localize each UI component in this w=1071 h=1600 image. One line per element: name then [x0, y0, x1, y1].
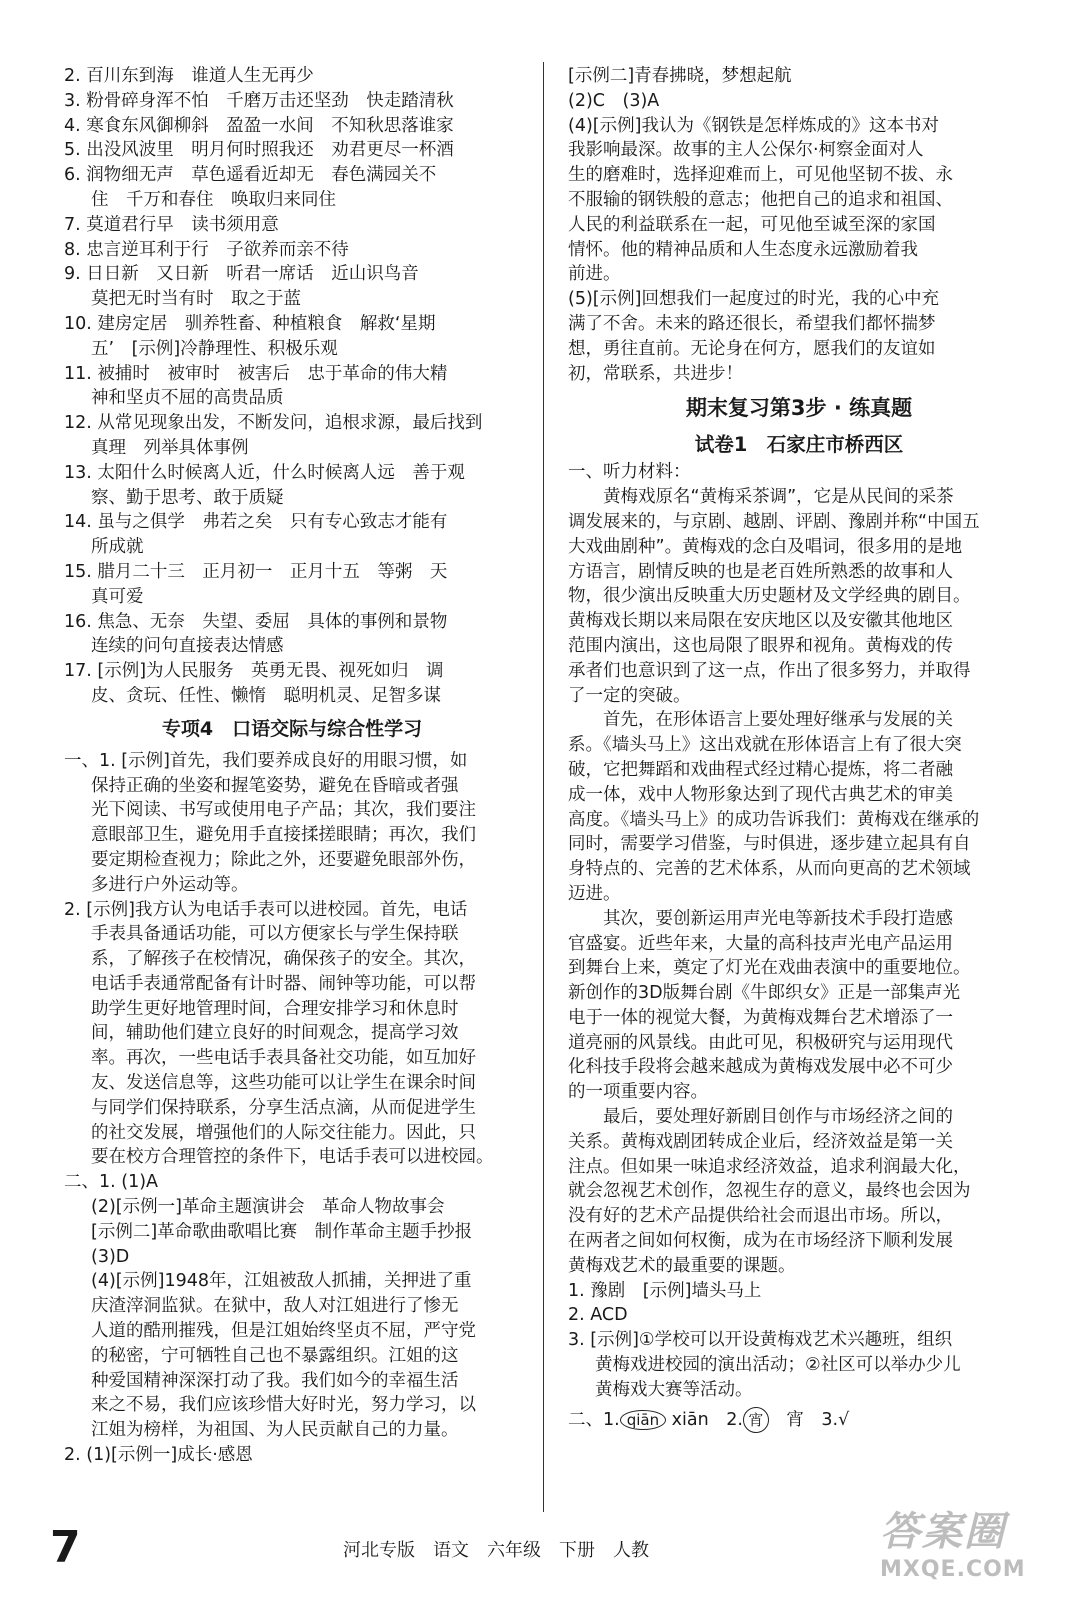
answer-line: (5)[示例]回想我们一起度过的时光，我的心中充 — [568, 289, 939, 310]
section-heading: 期末复习第3步 · 练真题 — [685, 396, 913, 421]
answer-line: 江姐为榜样，为祖国、为人民贡献自己的力量。 — [91, 1420, 459, 1441]
answer-line: 二、1. (1)A — [64, 1172, 159, 1193]
watermark-url: MXQE.COM — [880, 1557, 1026, 1582]
paragraph-start-line: 首先，在形体语言上要处理好继承与发展的关 — [603, 710, 953, 731]
answer-line: (2)C (3)A — [568, 90, 660, 111]
answer-line: 17. [示例]为人民服务 英勇无畏、视死如归 调 — [64, 661, 444, 682]
answer-line: (3)D — [91, 1246, 130, 1267]
answer-line: 道亮丽的风景线。由此可见，积极研究与运用现代 — [568, 1032, 953, 1053]
answer-line: 8. 忠言逆耳利于行 子欲养而亲不待 — [64, 239, 349, 260]
answer-line: 前进。 — [568, 264, 621, 285]
answer-line: 范围内演出，这也局限了眼界和视角。黄梅戏的传 — [568, 635, 953, 656]
paragraph-start-line: 其次，要创新运用声光电等新技术手段打造感 — [603, 908, 953, 929]
answer-line: 不服输的钢铁般的意志；他把自己的追求和祖国、 — [568, 189, 953, 210]
answer-line: [示例二]革命歌曲歌唱比赛 制作革命主题手抄报 — [91, 1221, 473, 1242]
answer-line: 承者们也意识到了这一点，作出了很多努力，并取得 — [568, 660, 971, 681]
answer-line: 真理 列举具体事例 — [91, 437, 249, 458]
answer-line: 真可爱 — [91, 586, 144, 607]
answer-line: 多进行户外运动等。 — [91, 874, 249, 895]
answer-line: 电话手表通常配备有计时器、闹钟等功能，可以帮 — [91, 973, 476, 994]
answer-line: 方语言，剧情反映的也是老百姓所熟悉的故事和人 — [568, 561, 953, 582]
footer-book-info: 河北专版 语文 六年级 下册 人教 — [343, 1540, 649, 1561]
answer-line: 系。《墙头马上》这出戏就在形体语言上有了很大突 — [568, 735, 962, 756]
check-mark: √ — [838, 1409, 850, 1430]
answer-line: 黄梅戏长期以来局限在安庆地区以及安徽其他地区 — [568, 611, 953, 632]
answer-line: 要定期检查视力；除此之外，还要避免眼部外伤， — [91, 849, 476, 870]
answer-line: 化科技手段将会越来越成为黄梅戏发展中必不可少 — [568, 1057, 953, 1078]
answer-line: 成一体，戏中人物形象达到了现代古典艺术的审美 — [568, 784, 953, 805]
answer-line: 2. 百川东到海 谁道人生无再少 — [64, 66, 314, 86]
answer-line: 6. 润物细无声 草色遥看近却无 春色满园关不 — [64, 165, 437, 186]
answer-line: 种爱国精神深深打动了我。我们如今的幸福生活 — [91, 1370, 459, 1391]
answer-line: 到舞台上来，奠定了灯光在戏曲表演中的重要地位。 — [568, 958, 971, 979]
page-number: 7 — [50, 1522, 81, 1573]
answer-line: 五’ [示例]冷静理性、积极乐观 — [91, 338, 338, 359]
watermark-logo — [880, 1500, 1060, 1590]
answer-line: 的社交发展，增强他们的人际交往能力。因此，只 — [91, 1122, 476, 1143]
answer-line: 保持正确的坐姿和握笔姿势，避免在昏暗或者强 — [91, 775, 459, 796]
answer-line: 新创作的3D版舞台剧《牛郎织女》正是一部集声光 — [568, 983, 961, 1004]
answer-line: 与同学们保持联系，分享生活点滴，从而促进学生 — [91, 1097, 476, 1118]
answer-line: 物，很少演出反映重大历史题材及文学经典的剧目。 — [568, 586, 971, 607]
answer-line: 高度。《墙头马上》的成功告诉我们：黄梅戏在继承的 — [568, 809, 980, 830]
paragraph-start-line: 黄梅戏原名“黄梅采茶调”，它是从民间的采茶 — [603, 487, 954, 508]
paragraph-start-line: 最后，要处理好新剧目创作与市场经济之间的 — [603, 1107, 953, 1128]
answer-line: 黄梅戏大赛等活动。 — [595, 1379, 753, 1400]
answer-line: 手表具备通话功能，可以方便家长与学生保持联 — [91, 924, 459, 945]
answer-line: [示例二]青春拂晓，梦想起航 — [568, 66, 792, 86]
answer-line: 3. [示例]①学校可以开设黄梅戏艺术兴趣班，组织 — [568, 1330, 953, 1351]
pinyin-plain: xiān — [671, 1409, 709, 1430]
answer-line: 2. [示例]我方认为电话手表可以进校园。首先，电话 — [64, 899, 468, 920]
right-column — [568, 64, 1030, 1433]
circled-char: 宵 — [743, 1407, 769, 1433]
answer-line: 想，勇往直前。无论身在何方，愿我们的友谊如 — [568, 338, 936, 359]
answer-line: 的一项重要内容。 — [568, 1082, 708, 1103]
answer-line: (4)[示例]1948年，江姐被敌人抓捕，关押进了重 — [91, 1271, 472, 1292]
answer-line: 一、1. [示例]首先，我们要养成良好的用眼习惯，如 — [64, 750, 468, 771]
watermark-text: 答案圈 — [880, 1509, 1006, 1555]
answer-line: 住 千万和春住 唤取归来同住 — [91, 189, 336, 210]
answer-line: 间，辅助他们建立良好的时间观念，提高学习效 — [91, 1023, 459, 1044]
answer-line: 神和坚贞不屈的高贵品质 — [91, 388, 284, 409]
answer-line: 率。再次，一些电话手表具备社交功能，如互加好 — [91, 1048, 476, 1069]
answer-line: 皮、贪玩、任性、懒惰 聪明机灵、足智多谋 — [91, 685, 441, 706]
answer-line: 没有好的艺术产品提供给社会而退出市场。所以， — [568, 1206, 953, 1227]
answer-line: 4. 寒食东风御柳斜 盈盈一水间 不知秋思落谁家 — [64, 115, 454, 136]
answer-line: 庆渣滓洞监狱。在狱中，敌人对江姐进行了惨无 — [91, 1296, 459, 1317]
answer-line: 5. 出没风波里 明月何时照我还 劝君更尽一杯酒 — [64, 140, 454, 161]
answer-line: 大戏曲剧种”。黄梅戏的念白及唱词，很多用的是地 — [568, 536, 963, 557]
left-column — [64, 64, 520, 1468]
section-heading: 专项4 口语交际与综合性学习 — [161, 717, 423, 740]
answer-prefix: 二、1. — [568, 1409, 620, 1430]
answer-line: 情怀。他的精神品质和人生态度永远激励着我 — [568, 239, 918, 260]
answer-line: 1. 豫剧 [示例]墙头马上 — [568, 1280, 762, 1301]
answer-line: 人民的利益联系在一起，可见他至诚至深的家国 — [568, 214, 936, 235]
char-plain: 宵 — [786, 1409, 804, 1430]
exam-paper-title: 试卷1 石家庄市桥西区 — [694, 433, 904, 457]
answer-line: 同时，需要学习借鉴，与时俱进，逐步建立起具有自 — [568, 834, 971, 855]
answer-line: 我影响最深。故事的主人公保尔·柯察金面对人 — [568, 140, 924, 161]
answer-line: 12. 从常见现象出发，不断发问，追根求源，最后找到 — [64, 413, 483, 434]
answer-line: 9. 日日新 又日新 听君一席话 近山识鸟音 — [64, 264, 419, 285]
answer-line: 2. (1)[示例一]成长·感恩 — [64, 1445, 253, 1466]
answer-line: 要在校方合理管控的条件下，电话手表可以进校园。 — [91, 1147, 494, 1168]
answer-line: 14. 虽与之俱学 弗若之矣 只有专心致志才能有 — [64, 512, 448, 533]
answer-line: 就会忽视艺术创作，忽视生存的意义，最终也会因为 — [568, 1181, 971, 1202]
answer-line: 3. 粉骨碎身浑不怕 千磨万击还坚劲 快走踏清秋 — [64, 90, 454, 111]
answer-line: 黄梅戏艺术的最重要的课题。 — [568, 1255, 796, 1276]
answer-line: 13. 太阳什么时候离人近，什么时候离人远 善于观 — [64, 462, 465, 483]
answer-line: 16. 焦急、无奈 失望、委屈 具体的事例和景物 — [64, 611, 448, 632]
answer-line: 注点。但如果一味追求经济效益，追求利润最大化， — [568, 1156, 971, 1177]
answer-line: 一、听力材料： — [568, 462, 691, 483]
answer-line: 所成就 — [91, 537, 144, 558]
answer-line: 10. 建房定居 驯养牲畜、种植粮食 解救‘星期 — [64, 313, 436, 334]
answer-line: 关系。黄梅戏剧团转成企业后，经济效益是第一关 — [568, 1131, 953, 1152]
answer-line: 电于一体的视觉大餐，为黄梅戏舞台艺术增添了一 — [568, 1007, 953, 1028]
answer-line: 来之不易，我们应该珍惜大好时光，努力学习，以 — [91, 1395, 476, 1416]
answer-line: 迈进。 — [568, 883, 621, 904]
answer-line: 在两者之间如何权衡，成为在市场经济下顺利发展 — [568, 1231, 953, 1252]
answer-line: (4)[示例]我认为《钢铁是怎样炼成的》这本书对 — [568, 115, 939, 136]
answer-line: 2. ACD — [568, 1305, 628, 1326]
answer-line — [568, 1407, 1030, 1433]
answer-line: 友、发送信息等，这些功能可以让学生在课余时间 — [91, 1073, 476, 1094]
answer-line: 的秘密，宁可牺牲自己也不暴露组织。江姐的这 — [91, 1345, 459, 1366]
answer-line: 调发展来的，与京剧、越剧、评剧、豫剧并称“中国五 — [568, 511, 980, 532]
answer-line: 助学生更好地管理时间，合理安排学习和休息时 — [91, 998, 459, 1019]
answer-line: 15. 腊月二十三 正月初一 正月十五 等粥 天 — [64, 561, 448, 582]
answer-line: 了一定的突破。 — [568, 685, 691, 706]
answer-line: 身特点的、完善的艺术体系，从而向更高的艺术领域 — [568, 859, 971, 880]
answer-line: 人道的酷刑摧残，但是江姐始终坚贞不屈，严守党 — [91, 1321, 476, 1342]
answer-line: (2)[示例一]革命主题演讲会 革命人物故事会 — [91, 1197, 445, 1218]
answer-line: 生的磨难时，选择迎难而上，可见他坚韧不拔、永 — [568, 165, 953, 186]
answer-number: 2. — [726, 1409, 743, 1430]
column-divider — [543, 62, 544, 1512]
answer-line: 11. 被捕时 被审时 被害后 忠于革命的伟大精 — [64, 363, 448, 384]
answer-line: 系，了解孩子在校情况，确保孩子的安全。其次， — [91, 949, 476, 970]
answer-line: 光下阅读、书写或使用电子产品；其次，我们要注 — [91, 800, 476, 821]
answer-line: 莫把无时当有时 取之于蓝 — [91, 289, 301, 310]
answer-line: 破，它把舞蹈和戏曲程式经过精心提炼，将二者融 — [568, 759, 953, 780]
answer-line: 察、勤于思考、敢于质疑 — [91, 487, 284, 508]
answer-line: 意眼部卫生，避免用手直接揉搓眼睛；再次，我们 — [91, 825, 476, 846]
answer-line: 官盛宴。近些年来，大量的高科技声光电产品运用 — [568, 933, 953, 954]
answer-line: 7. 莫道君行早 读书须用意 — [64, 214, 279, 235]
answer-line: 黄梅戏进校园的演出活动；②社区可以举办少儿 — [595, 1355, 961, 1376]
answer-line: 连续的问句直接表达情感 — [91, 636, 284, 657]
answer-line: 初，常联系，共进步！ — [568, 363, 743, 384]
answer-line: 满了不舍。未来的路还很长，希望我们都怀揣梦 — [568, 313, 936, 334]
answer-number: 3. — [821, 1409, 839, 1430]
circled-pinyin: qiān — [620, 1410, 666, 1430]
